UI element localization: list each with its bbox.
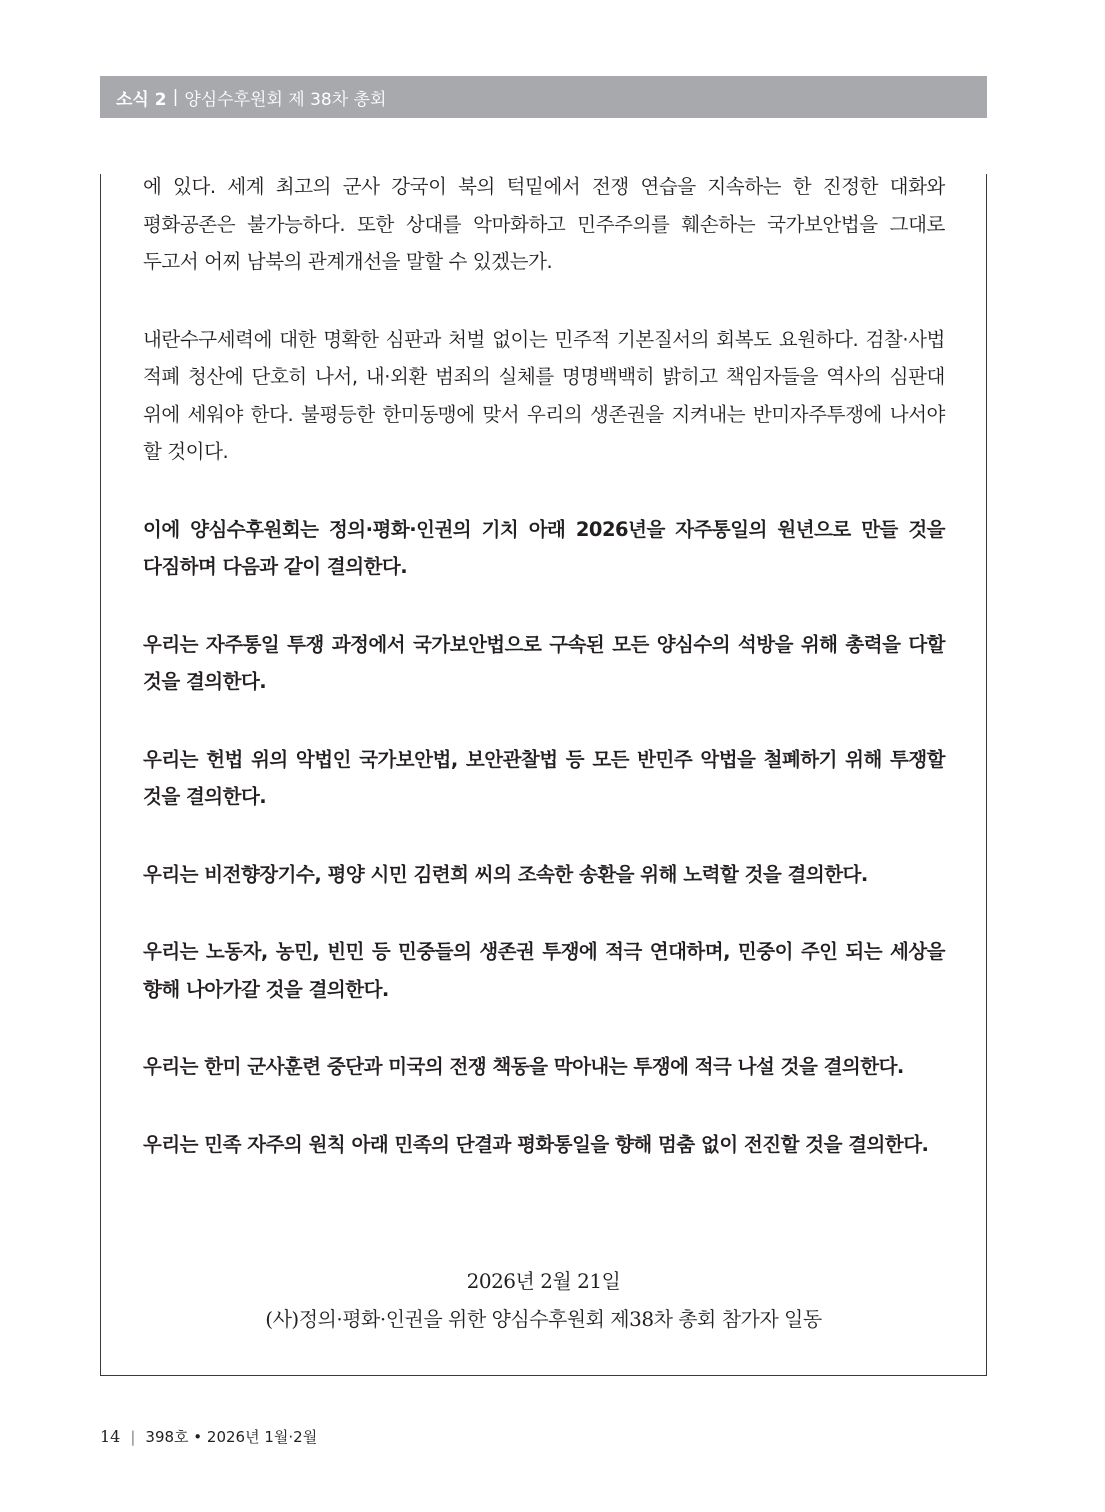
resolution-intro: 이에 양심수후원회는 정의·평화·인권의 기치 아래 2026년을 자주통일의 원년으로 만들 것을 다짐하며 다음과 같이 결의한다. [143, 517, 945, 578]
signature-date: 2026년 2월 21일 [466, 1269, 621, 1293]
resolution-item: 우리는 헌법 위의 악법인 국가보안법, 보안관찰법 등 모든 반민주 악법을 철폐하기 위해 투쟁할 것을 결의한다. [143, 747, 945, 808]
resolution-item: 우리는 노동자, 농민, 빈민 등 민중들의 생존권 투쟁에 적극 연대하며, 민중이 주인 되는 세상을 향해 나아가갈 것을 결의한다. [143, 940, 945, 1001]
page-footer [100, 1426, 317, 1447]
page-number: 14 [100, 1427, 121, 1446]
signature-block [100, 1262, 987, 1338]
article-body [143, 168, 945, 1203]
signature-signatory: (사)정의·평화·인권을 위한 양심수후원회 제38차 총회 참가자 일동 [265, 1307, 822, 1331]
body-paragraph: 에 있다. 세계 최고의 군사 강국이 북의 턱밑에서 전쟁 연습을 지속하는 한 진정한 대화와 평화공존은 불가능하다. 또한 상대를 악마화하고 민주주의를 훼손하는 국가보안법을 그대로 두고서 어찌 남북의 관계개선을 말할 수 있겠는가. [143, 175, 945, 273]
resolution-item: 우리는 자주통일 투쟁 과정에서 국가보안법으로 구속된 모든 양심수의 석방을 위해 총력을 다할 것을 결의한다. [143, 632, 945, 693]
footer-separator: | [130, 1427, 136, 1446]
section-header-bar [100, 76, 987, 118]
resolution-item: 우리는 민족 자주의 원칙 아래 민족의 단결과 평화통일을 향해 멈춤 없이 전진할 것을 결의한다. [143, 1132, 929, 1156]
resolution-item: 우리는 한미 군사훈련 중단과 미국의 전쟁 책동을 막아내는 투쟁에 적극 나설 것을 결의한다. [143, 1055, 904, 1078]
header-separator: | [172, 87, 179, 107]
resolution-item: 우리는 비전향장기수, 평양 시민 김련희 씨의 조속한 송환을 위해 노력할 것을 결의한다. [143, 862, 868, 886]
body-paragraph: 내란수구세력에 대한 명확한 심판과 처벌 없이는 민주적 기본질서의 회복도 요원하다. 검찰·사법 적폐 청산에 단호히 나서, 내·외환 범죄의 실체를 명명백백히 밝히고 책임자들을 역사의 심판대 위에 세워야 한다. 불평등한 한미동맹에 맞서 우리의 생존권을 지켜내는 반미자주투쟁에 나서야 할 것이다. [143, 327, 945, 463]
section-title: 양심수후원회 제 38차 총회 [184, 89, 387, 110]
section-label: 소식 2 [116, 89, 167, 110]
issue-info: 398호 • 2026년 1월·2월 [145, 1428, 318, 1446]
